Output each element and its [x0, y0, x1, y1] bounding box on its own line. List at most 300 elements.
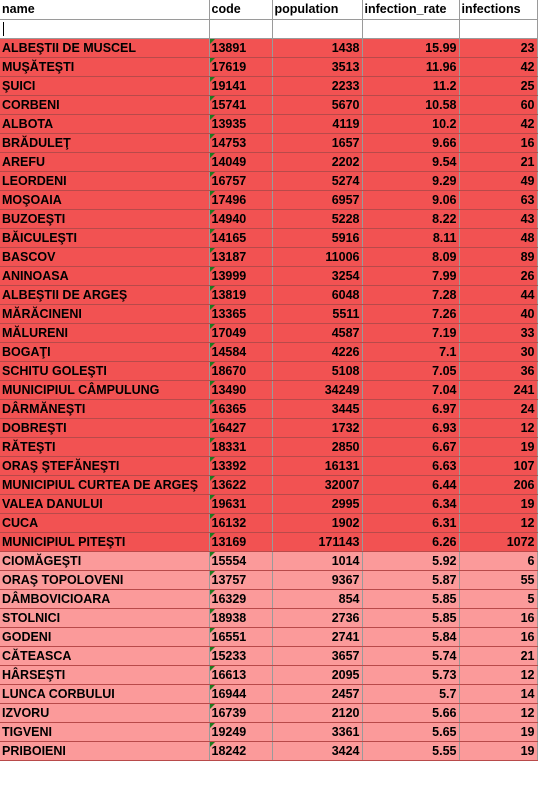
cell-code[interactable] [209, 95, 272, 114]
cell-code[interactable] [209, 589, 272, 608]
number-as-text-indicator-icon [210, 324, 215, 329]
cell-infection-rate[interactable]: 7.28 [362, 285, 459, 304]
cell-name[interactable]: MĂRĂCINENI [0, 304, 209, 323]
cell-code[interactable] [209, 38, 272, 57]
cell-infection-rate[interactable]: 7.1 [362, 342, 459, 361]
cell-name[interactable]: RĂTEŞTI [0, 437, 209, 456]
cell-infections[interactable]: 21 [459, 646, 537, 665]
cell-infections[interactable]: 25 [459, 76, 537, 95]
table-row [0, 532, 537, 551]
cell-code[interactable] [209, 266, 272, 285]
cell-infections[interactable]: 16 [459, 608, 537, 627]
cell-name[interactable]: PRIBOIENI [0, 741, 209, 760]
cell-population[interactable]: 1014 [272, 551, 362, 570]
cell-infections[interactable]: 19 [459, 741, 537, 760]
cell-population[interactable]: 3445 [272, 399, 362, 418]
cell-infection-rate[interactable]: 7.99 [362, 266, 459, 285]
number-as-text-indicator-icon [210, 571, 215, 576]
cell-infection-rate[interactable]: 5.85 [362, 608, 459, 627]
cell-code-value: 16613 [211, 667, 247, 682]
cell-code[interactable] [209, 551, 272, 570]
cell-infections[interactable]: 5 [459, 589, 537, 608]
table-row [0, 342, 537, 361]
table-row [0, 304, 537, 323]
number-as-text-indicator-icon [210, 685, 215, 690]
header-row [0, 0, 537, 19]
empty-cell[interactable] [272, 19, 362, 38]
cell-code-value: 13622 [211, 477, 247, 492]
empty-cell[interactable] [362, 19, 459, 38]
cell-code-value: 16551 [211, 629, 247, 644]
cell-population[interactable]: 2741 [272, 627, 362, 646]
cell-code-value: 13891 [211, 40, 247, 55]
cell-infections[interactable]: 21 [459, 152, 537, 171]
cell-infections[interactable]: 42 [459, 114, 537, 133]
cell-name[interactable]: BUZOEŞTI [0, 209, 209, 228]
cell-infection-rate[interactable]: 11.96 [362, 57, 459, 76]
cell-population[interactable]: 3513 [272, 57, 362, 76]
cell-code-value: 16365 [211, 401, 247, 416]
cell-name[interactable]: BASCOV [0, 247, 209, 266]
cell-infections[interactable]: 44 [459, 285, 537, 304]
table-row [0, 456, 537, 475]
cell-code[interactable] [209, 703, 272, 722]
number-as-text-indicator-icon [210, 115, 215, 120]
cell-name[interactable]: MUNICIPIUL CURTEA DE ARGEŞ [0, 475, 209, 494]
cell-population[interactable]: 2457 [272, 684, 362, 703]
table-row [0, 133, 537, 152]
cell-infection-rate[interactable]: 6.34 [362, 494, 459, 513]
cell-infection-rate[interactable]: 10.58 [362, 95, 459, 114]
cell-code-value: 13365 [211, 306, 247, 321]
cell-population[interactable]: 6048 [272, 285, 362, 304]
cell-infections[interactable]: 63 [459, 190, 537, 209]
cell-code[interactable] [209, 361, 272, 380]
table-row [0, 190, 537, 209]
number-as-text-indicator-icon [210, 305, 215, 310]
cell-infections[interactable]: 241 [459, 380, 537, 399]
number-as-text-indicator-icon [210, 96, 215, 101]
cell-infections[interactable]: 30 [459, 342, 537, 361]
number-as-text-indicator-icon [210, 362, 215, 367]
cell-code-value: 13490 [211, 382, 247, 397]
cell-infections[interactable]: 16 [459, 133, 537, 152]
cell-infection-rate[interactable]: 5.7 [362, 684, 459, 703]
cell-code-value: 14940 [211, 211, 247, 226]
cell-infection-rate[interactable]: 6.67 [362, 437, 459, 456]
cell-infections[interactable]: 48 [459, 228, 537, 247]
cell-name[interactable]: ALBOTA [0, 114, 209, 133]
cell-infections[interactable]: 24 [459, 399, 537, 418]
table-row [0, 38, 537, 57]
cell-population[interactable]: 3361 [272, 722, 362, 741]
empty-cell[interactable] [209, 19, 272, 38]
cell-code[interactable] [209, 722, 272, 741]
cell-code-value: 13392 [211, 458, 247, 473]
cell-name[interactable]: ORAŞ TOPOLOVENI [0, 570, 209, 589]
cell-population[interactable]: 2233 [272, 76, 362, 95]
cell-code-value: 14049 [211, 154, 247, 169]
cell-infection-rate[interactable]: 9.29 [362, 171, 459, 190]
empty-cell[interactable] [459, 19, 537, 38]
cell-name[interactable]: CIOMĂGEŞTI [0, 551, 209, 570]
number-as-text-indicator-icon [210, 666, 215, 671]
cell-code[interactable] [209, 608, 272, 627]
cell-infections[interactable]: 19 [459, 722, 537, 741]
cell-infection-rate[interactable]: 5.66 [362, 703, 459, 722]
cell-infection-rate[interactable]: 15.99 [362, 38, 459, 57]
cell-infection-rate[interactable]: 6.97 [362, 399, 459, 418]
cell-code-value: 18331 [211, 439, 247, 454]
cell-population[interactable]: 5670 [272, 95, 362, 114]
cell-population[interactable]: 5274 [272, 171, 362, 190]
cell-infections[interactable]: 43 [459, 209, 537, 228]
cell-name[interactable]: GODENI [0, 627, 209, 646]
cell-code[interactable] [209, 152, 272, 171]
cell-code[interactable] [209, 513, 272, 532]
cell-infection-rate[interactable]: 6.44 [362, 475, 459, 494]
cell-infections[interactable]: 49 [459, 171, 537, 190]
cell-infections[interactable]: 12 [459, 703, 537, 722]
cell-name[interactable]: ALBEŞTII DE ARGEŞ [0, 285, 209, 304]
cell-infection-rate[interactable]: 8.22 [362, 209, 459, 228]
cell-population[interactable]: 2202 [272, 152, 362, 171]
cell-infection-rate[interactable]: 5.87 [362, 570, 459, 589]
cell-code-value: 18242 [211, 743, 247, 758]
cell-infection-rate[interactable]: 5.74 [362, 646, 459, 665]
number-as-text-indicator-icon [210, 647, 215, 652]
cell-infections[interactable]: 12 [459, 665, 537, 684]
number-as-text-indicator-icon [210, 248, 215, 253]
cell-population[interactable]: 2095 [272, 665, 362, 684]
cell-population[interactable]: 2995 [272, 494, 362, 513]
cell-population[interactable]: 6957 [272, 190, 362, 209]
number-as-text-indicator-icon [210, 400, 215, 405]
cell-code[interactable] [209, 399, 272, 418]
cell-name[interactable]: CORBENI [0, 95, 209, 114]
cell-infection-rate[interactable]: 8.11 [362, 228, 459, 247]
cell-name[interactable]: ALBEŞTII DE MUSCEL [0, 38, 209, 57]
cell-population[interactable]: 32007 [272, 475, 362, 494]
table-row [0, 323, 537, 342]
cell-name[interactable]: LEORDENI [0, 171, 209, 190]
cell-name[interactable]: DÂRMĂNEŞTI [0, 399, 209, 418]
table-row [0, 608, 537, 627]
cell-infections[interactable]: 89 [459, 247, 537, 266]
cell-population[interactable]: 5511 [272, 304, 362, 323]
cell-name[interactable]: DÂMBOVICIOARA [0, 589, 209, 608]
cell-name[interactable]: CUCA [0, 513, 209, 532]
cell-infection-rate[interactable]: 7.04 [362, 380, 459, 399]
cell-code[interactable] [209, 304, 272, 323]
cell-code-value: 16329 [211, 591, 247, 606]
cell-code-value: 13999 [211, 268, 247, 283]
cell-code-value: 16427 [211, 420, 247, 435]
cell-infections[interactable]: 60 [459, 95, 537, 114]
cell-infections[interactable]: 19 [459, 437, 537, 456]
cell-code-value: 18670 [211, 363, 247, 378]
table-row [0, 684, 537, 703]
cell-name[interactable]: MOŞOAIA [0, 190, 209, 209]
cell-population[interactable]: 2120 [272, 703, 362, 722]
cell-code[interactable] [209, 57, 272, 76]
cell-name[interactable]: SCHITU GOLEŞTI [0, 361, 209, 380]
cell-name[interactable]: TIGVENI [0, 722, 209, 741]
cell-infection-rate[interactable]: 5.85 [362, 589, 459, 608]
cell-infection-rate[interactable]: 5.65 [362, 722, 459, 741]
cell-code[interactable] [209, 190, 272, 209]
cell-infections[interactable]: 16 [459, 627, 537, 646]
cell-infections[interactable]: 55 [459, 570, 537, 589]
cell-infections[interactable]: 14 [459, 684, 537, 703]
cell-infections[interactable]: 206 [459, 475, 537, 494]
cell-population[interactable]: 854 [272, 589, 362, 608]
table-row [0, 627, 537, 646]
cell-code-value: 13819 [211, 287, 247, 302]
cell-code-value: 19631 [211, 496, 247, 511]
cell-infection-rate[interactable]: 8.09 [362, 247, 459, 266]
cell-code-value: 19249 [211, 724, 247, 739]
number-as-text-indicator-icon [210, 77, 215, 82]
cell-code[interactable] [209, 494, 272, 513]
cell-name[interactable]: IZVORU [0, 703, 209, 722]
cell-code[interactable] [209, 114, 272, 133]
number-as-text-indicator-icon [210, 495, 215, 500]
cell-infections[interactable]: 36 [459, 361, 537, 380]
cell-code[interactable] [209, 380, 272, 399]
cell-code-value: 18938 [211, 610, 247, 625]
cell-name[interactable]: DOBREŞTI [0, 418, 209, 437]
cell-code-value: 19141 [211, 78, 247, 93]
cell-infection-rate[interactable]: 5.55 [362, 741, 459, 760]
table-row [0, 494, 537, 513]
cell-infection-rate[interactable]: 6.26 [362, 532, 459, 551]
cell-code[interactable] [209, 247, 272, 266]
column-header-population[interactable]: population [272, 0, 362, 19]
cell-name[interactable]: BRĂDULEŢ [0, 133, 209, 152]
cell-name[interactable]: LUNCA CORBULUI [0, 684, 209, 703]
cell-population[interactable]: 5228 [272, 209, 362, 228]
cell-name[interactable]: MUNICIPIUL CÂMPULUNG [0, 380, 209, 399]
number-as-text-indicator-icon [210, 723, 215, 728]
cell-infection-rate[interactable]: 6.63 [362, 456, 459, 475]
cell-name[interactable]: STOLNICI [0, 608, 209, 627]
cell-code[interactable] [209, 323, 272, 342]
cell-code[interactable] [209, 646, 272, 665]
cell-population[interactable]: 3254 [272, 266, 362, 285]
number-as-text-indicator-icon [210, 210, 215, 215]
table-row [0, 665, 537, 684]
table-row [0, 437, 537, 456]
cell-code-value: 16132 [211, 515, 247, 530]
table-row [0, 589, 537, 608]
number-as-text-indicator-icon [210, 742, 215, 747]
cell-name[interactable]: BOGAŢI [0, 342, 209, 361]
cell-code[interactable] [209, 741, 272, 760]
cell-name[interactable]: VALEA DANULUI [0, 494, 209, 513]
column-header-infections[interactable]: infections [459, 0, 537, 19]
table-row [0, 266, 537, 285]
cell-name[interactable]: MUNICIPIUL PITEŞTI [0, 532, 209, 551]
cell-infections[interactable]: 107 [459, 456, 537, 475]
cell-infection-rate[interactable]: 7.05 [362, 361, 459, 380]
cell-infections[interactable]: 26 [459, 266, 537, 285]
active-cell[interactable] [0, 19, 209, 38]
cell-code[interactable] [209, 209, 272, 228]
cell-infections[interactable]: 6 [459, 551, 537, 570]
column-header-code[interactable]: code [209, 0, 272, 19]
cell-infection-rate[interactable]: 5.92 [362, 551, 459, 570]
table-row [0, 152, 537, 171]
cell-infections[interactable]: 40 [459, 304, 537, 323]
cell-code[interactable] [209, 228, 272, 247]
cell-code[interactable] [209, 475, 272, 494]
cell-name[interactable]: ANINOASA [0, 266, 209, 285]
cell-name[interactable]: ŞUICI [0, 76, 209, 95]
cell-infections[interactable]: 23 [459, 38, 537, 57]
table-row [0, 95, 537, 114]
cell-infection-rate[interactable]: 7.19 [362, 323, 459, 342]
cell-population[interactable]: 5108 [272, 361, 362, 380]
cell-infection-rate[interactable]: 6.93 [362, 418, 459, 437]
cell-population[interactable]: 16131 [272, 456, 362, 475]
table-row [0, 475, 537, 494]
cell-name[interactable]: AREFU [0, 152, 209, 171]
table-row [0, 114, 537, 133]
cell-code-value: 16757 [211, 173, 247, 188]
cell-population[interactable]: 2736 [272, 608, 362, 627]
number-as-text-indicator-icon [210, 704, 215, 709]
cell-code[interactable] [209, 133, 272, 152]
table-row [0, 399, 537, 418]
cell-code-value: 15741 [211, 97, 247, 112]
cell-infection-rate[interactable]: 5.73 [362, 665, 459, 684]
cell-code[interactable] [209, 532, 272, 551]
cell-name[interactable]: BĂICULEŞTI [0, 228, 209, 247]
cell-code[interactable] [209, 171, 272, 190]
cell-name[interactable]: MĂLURENI [0, 323, 209, 342]
cell-population[interactable]: 1438 [272, 38, 362, 57]
cell-code[interactable] [209, 684, 272, 703]
table-row [0, 361, 537, 380]
cell-code[interactable] [209, 570, 272, 589]
cell-name[interactable]: CĂTEASCA [0, 646, 209, 665]
cell-code-value: 17619 [211, 59, 247, 74]
cell-population[interactable]: 5916 [272, 228, 362, 247]
number-as-text-indicator-icon [210, 134, 215, 139]
cell-code[interactable] [209, 285, 272, 304]
cell-infection-rate[interactable]: 9.06 [362, 190, 459, 209]
number-as-text-indicator-icon [210, 609, 215, 614]
cell-name[interactable]: ORAŞ ŞTEFĂNEŞTI [0, 456, 209, 475]
cell-code-value: 15554 [211, 553, 247, 568]
cell-code-value: 15233 [211, 648, 247, 663]
cell-infections[interactable]: 1072 [459, 532, 537, 551]
cell-code[interactable] [209, 456, 272, 475]
cell-code-value: 13935 [211, 116, 247, 131]
cell-infections[interactable]: 42 [459, 57, 537, 76]
table-row [0, 285, 537, 304]
cell-population[interactable]: 3657 [272, 646, 362, 665]
table-row [0, 722, 537, 741]
number-as-text-indicator-icon [210, 286, 215, 291]
cell-code-value: 17049 [211, 325, 247, 340]
cell-population[interactable]: 4587 [272, 323, 362, 342]
number-as-text-indicator-icon [210, 457, 215, 462]
cell-code-value: 14753 [211, 135, 247, 150]
table-row [0, 171, 537, 190]
cell-infection-rate[interactable]: 10.2 [362, 114, 459, 133]
cell-population[interactable]: 34249 [272, 380, 362, 399]
cell-code-value: 13757 [211, 572, 247, 587]
cell-infection-rate[interactable]: 5.84 [362, 627, 459, 646]
cell-code-value: 16944 [211, 686, 247, 701]
cell-population[interactable]: 1902 [272, 513, 362, 532]
number-as-text-indicator-icon [210, 419, 215, 424]
cell-name[interactable]: MUŞĂTEŞTI [0, 57, 209, 76]
cell-infection-rate[interactable]: 6.31 [362, 513, 459, 532]
cell-code[interactable] [209, 76, 272, 95]
table-row [0, 209, 537, 228]
cell-infection-rate[interactable]: 9.66 [362, 133, 459, 152]
cell-infections[interactable]: 33 [459, 323, 537, 342]
table-row [0, 570, 537, 589]
table-row [0, 76, 537, 95]
table-row [0, 380, 537, 399]
table-row [0, 247, 537, 266]
cell-code[interactable] [209, 418, 272, 437]
number-as-text-indicator-icon [210, 191, 215, 196]
number-as-text-indicator-icon [210, 552, 215, 557]
table-row [0, 57, 537, 76]
number-as-text-indicator-icon [210, 39, 215, 44]
column-header-infection-rate[interactable]: infection_rate [362, 0, 459, 19]
number-as-text-indicator-icon [210, 628, 215, 633]
cell-infection-rate[interactable]: 11.2 [362, 76, 459, 95]
cell-name[interactable]: HÂRSEŞTI [0, 665, 209, 684]
cell-population[interactable]: 9367 [272, 570, 362, 589]
cell-infections[interactable]: 12 [459, 513, 537, 532]
cell-population[interactable]: 1732 [272, 418, 362, 437]
cell-population[interactable]: 2850 [272, 437, 362, 456]
number-as-text-indicator-icon [210, 267, 215, 272]
number-as-text-indicator-icon [210, 343, 215, 348]
number-as-text-indicator-icon [210, 229, 215, 234]
cell-population[interactable]: 3424 [272, 741, 362, 760]
cell-population[interactable]: 4226 [272, 342, 362, 361]
cell-infection-rate[interactable]: 9.54 [362, 152, 459, 171]
cell-infections[interactable]: 12 [459, 418, 537, 437]
cell-code-value: 13187 [211, 249, 247, 264]
cell-population[interactable]: 171143 [272, 532, 362, 551]
cell-code[interactable] [209, 342, 272, 361]
table-row [0, 228, 537, 247]
cell-code[interactable] [209, 665, 272, 684]
cell-code[interactable] [209, 437, 272, 456]
column-header-name[interactable]: name [0, 0, 209, 19]
number-as-text-indicator-icon [210, 58, 215, 63]
table-row [0, 418, 537, 437]
cell-infection-rate[interactable]: 7.26 [362, 304, 459, 323]
cell-population[interactable]: 1657 [272, 133, 362, 152]
number-as-text-indicator-icon [210, 153, 215, 158]
cell-infections[interactable]: 19 [459, 494, 537, 513]
number-as-text-indicator-icon [210, 590, 215, 595]
table-row [0, 741, 537, 760]
cell-population[interactable]: 11006 [272, 247, 362, 266]
cell-population[interactable]: 4119 [272, 114, 362, 133]
cell-code[interactable] [209, 627, 272, 646]
